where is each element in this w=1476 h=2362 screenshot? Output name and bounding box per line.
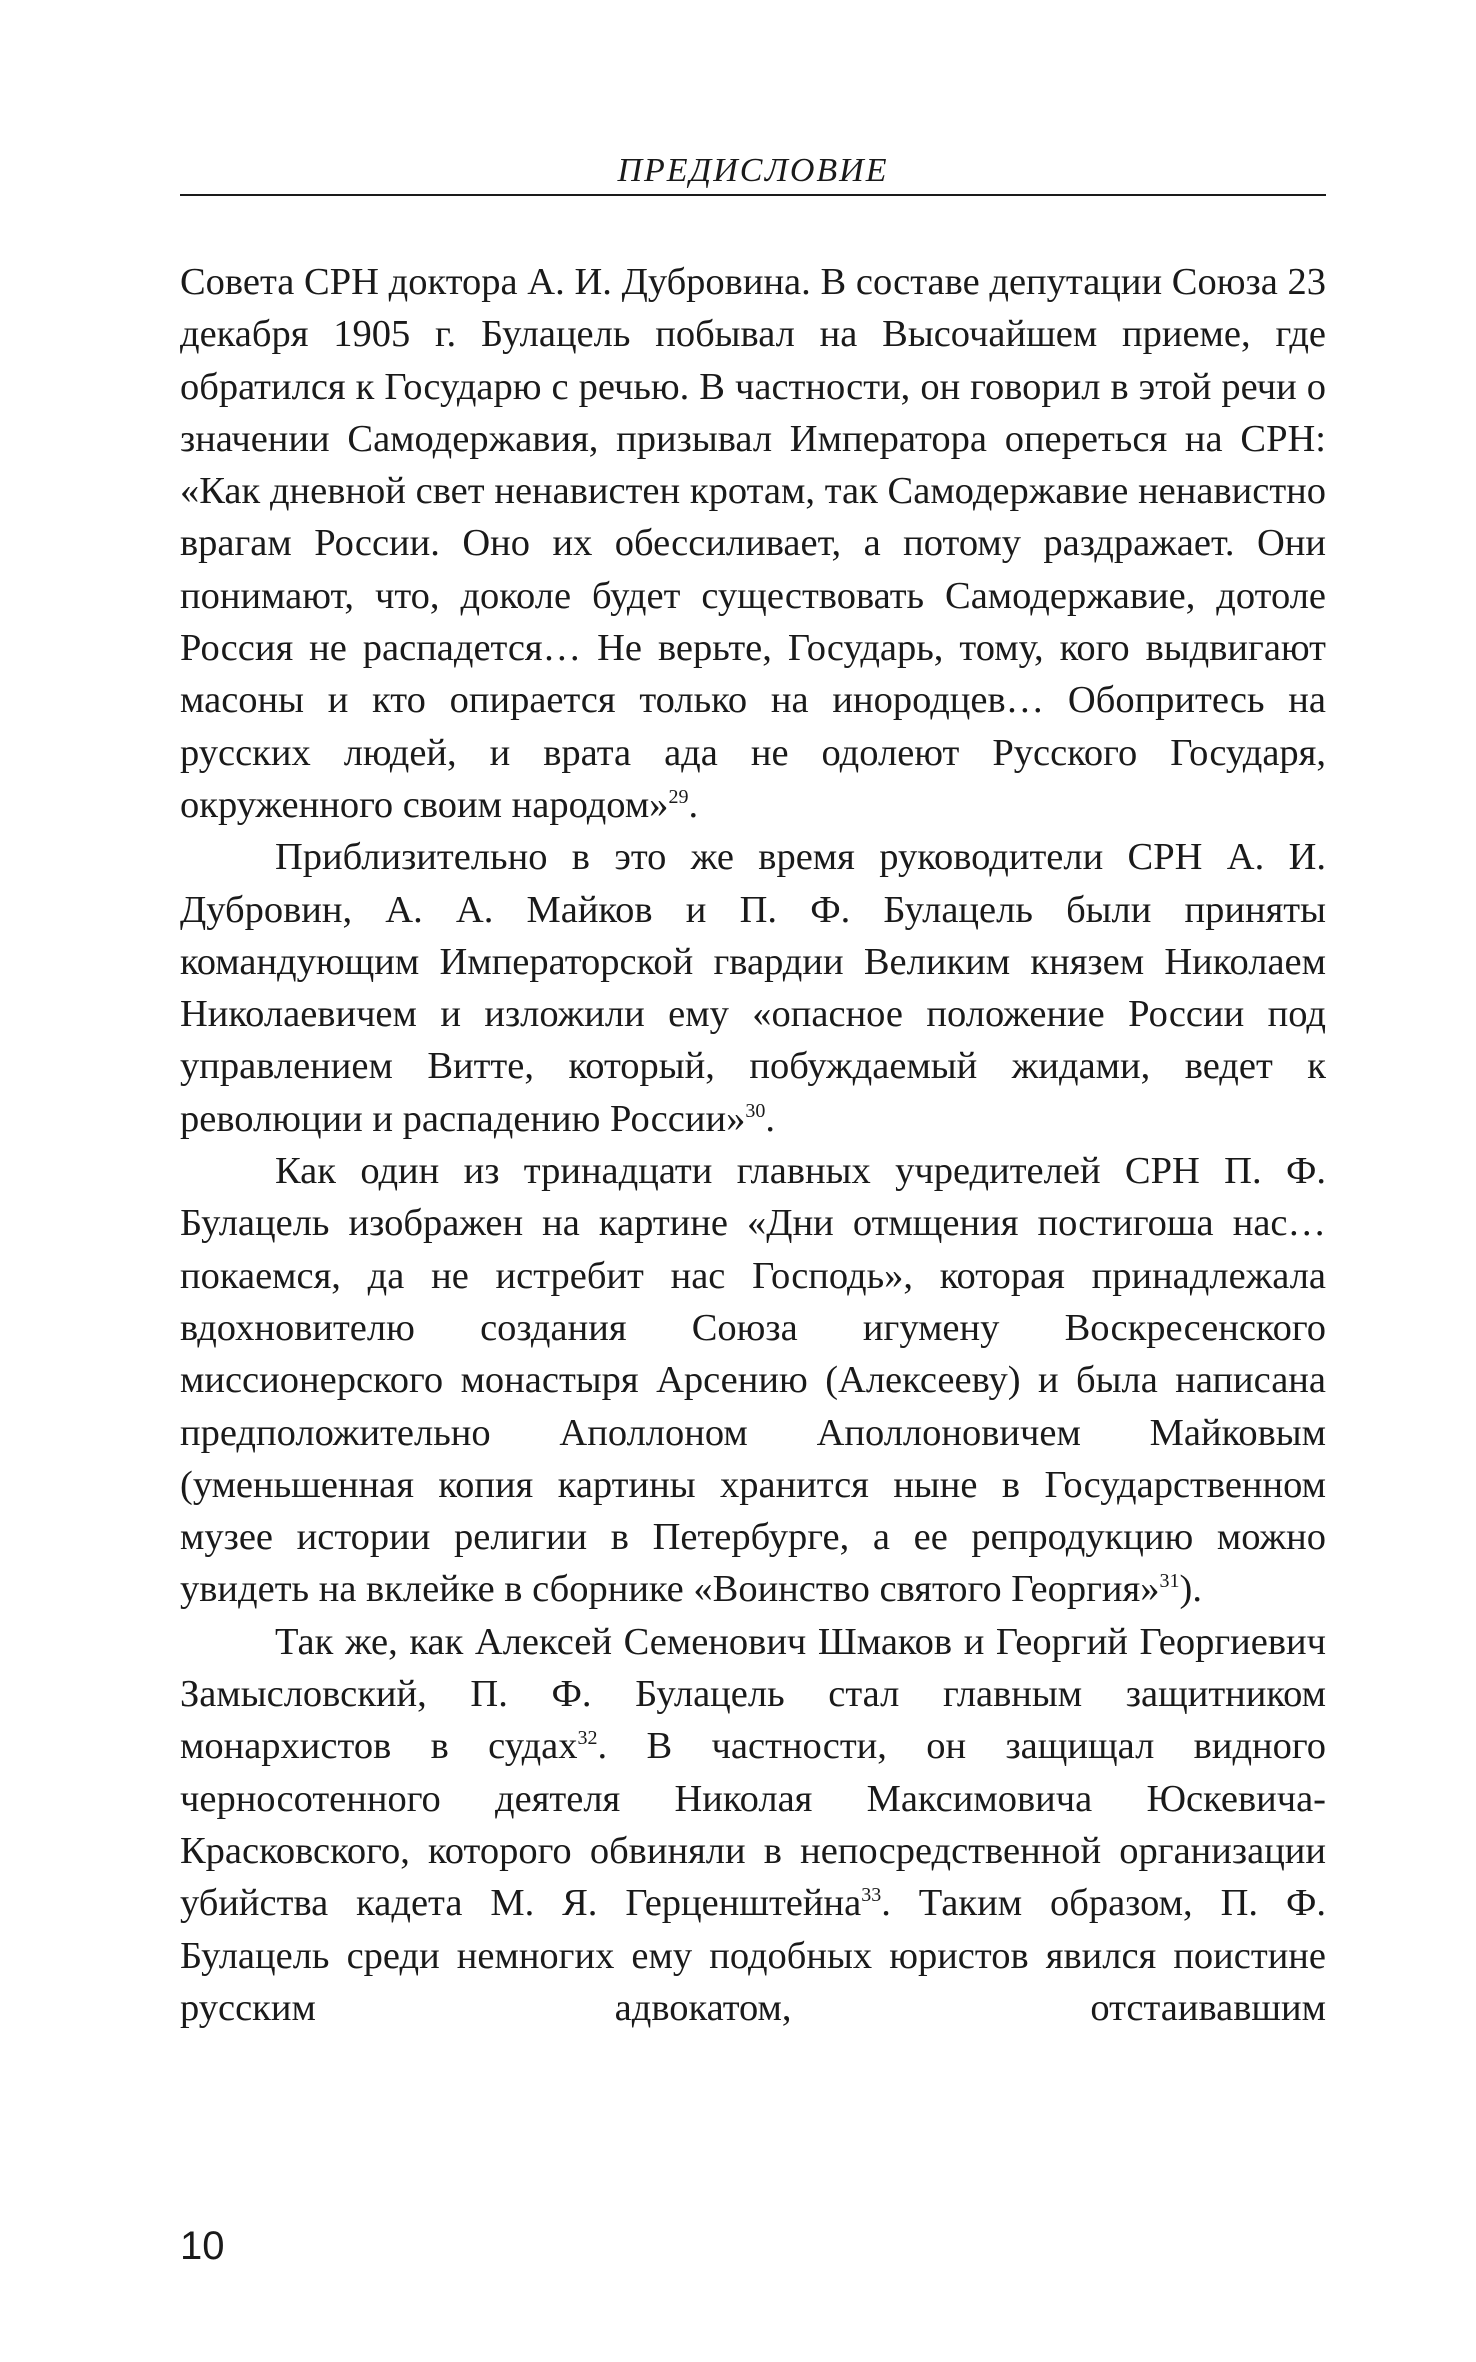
running-head: ПРЕДИСЛОВИЕ [617,152,889,189]
paragraph-1 [180,256,1326,831]
paragraph-4 [180,1616,1326,2034]
paragraph-1-text: Совета СРН доктора А. И. Дубровина. В составе депутации Союза 23 декабря 1905 г. Булацель побывал на Высочайшем приеме, где обратился к Государю с речью. В частности, он говорил в этой речи о значении Самодержавия, призывал Императора опереться на СРН: «Как дневной свет ненавистен кротам, так Самодержавие ненавистно врагам России. Оно их обессиливает, а потому раздражает. Они понимают, что, доколе будет существовать Самодержавие, дотоле Россия не распадется… Не верьте, Государь, тому, кого выдвигают масоны и кто опирается только на инородцев… Обопритесь на русских людей, и врата ада не одолеют Русского Государя, окруженного своим народом» [180,261,1326,826]
paragraph-4-text-a: Так же, как Алексей Семенович Шмаков и Георгий Георгиевич Замысловский, П. Ф. Булацель стал главным защитником монархистов в судах [180,1620,1326,1768]
footnote-ref-31: 31 [1159,1570,1180,1593]
paragraph-4-text-b: . В частности, он защищал видного черносотенного деятеля Николая Максимовича Юскевича-Красковского, которого обвиняли в непосредственной организации убийства кадета М. Я. Герценштейна [180,1725,1326,1925]
paragraph-3-tail: ). [1179,1568,1202,1611]
paragraph-4-text-c: . Таким образом, П. Ф. Булацель среди немногих ему подобных юристов явился поистине русским адвокатом, отстаивавшим [180,1882,1326,2029]
footnote-ref-30: 30 [745,1099,766,1122]
footnote-ref-29: 29 [668,786,689,809]
paragraph-3-text: Как один из тринадцати главных учредителей СРН П. Ф. Булацель изображен на картине «Дни отмщения постигоша нас… покаемся, да не истребит нас Господь», которая принадлежала вдохновителю создания Союза игумену Воскресенского миссионерского монастыря Арсению (Алексееву) и была написана предположительно Аполлоном Аполлоновичем Майковым (уменьшенная копия картины хранится ныне в Государственном музее истории религии в Петербурге, а ее репродукцию можно увидеть на вклейке в сборнике «Воинство святого Георгия» [180,1150,1326,1611]
paragraph-2 [180,831,1326,1145]
paragraph-3 [180,1145,1326,1616]
paragraph-2-tail: . [765,1097,775,1140]
body-text [180,256,1326,2034]
paragraph-2-text: Приблизительно в это же время руководители СРН А. И. Дубровин, А. А. Майков и П. Ф. Булацель были приняты командующим Императорской гвардии Великим князем Николаем Николаевичем и изложили ему «опасное положение России под управлением Витте, который, побуждаемый жидами, ведет к революции и распадению России» [180,836,1326,1140]
page-number: 10 [180,2224,225,2268]
footnote-ref-33: 33 [861,1884,882,1907]
footnote-ref-32: 32 [577,1727,598,1750]
paragraph-1-tail: . [688,783,699,826]
running-head-rule [180,194,1326,196]
